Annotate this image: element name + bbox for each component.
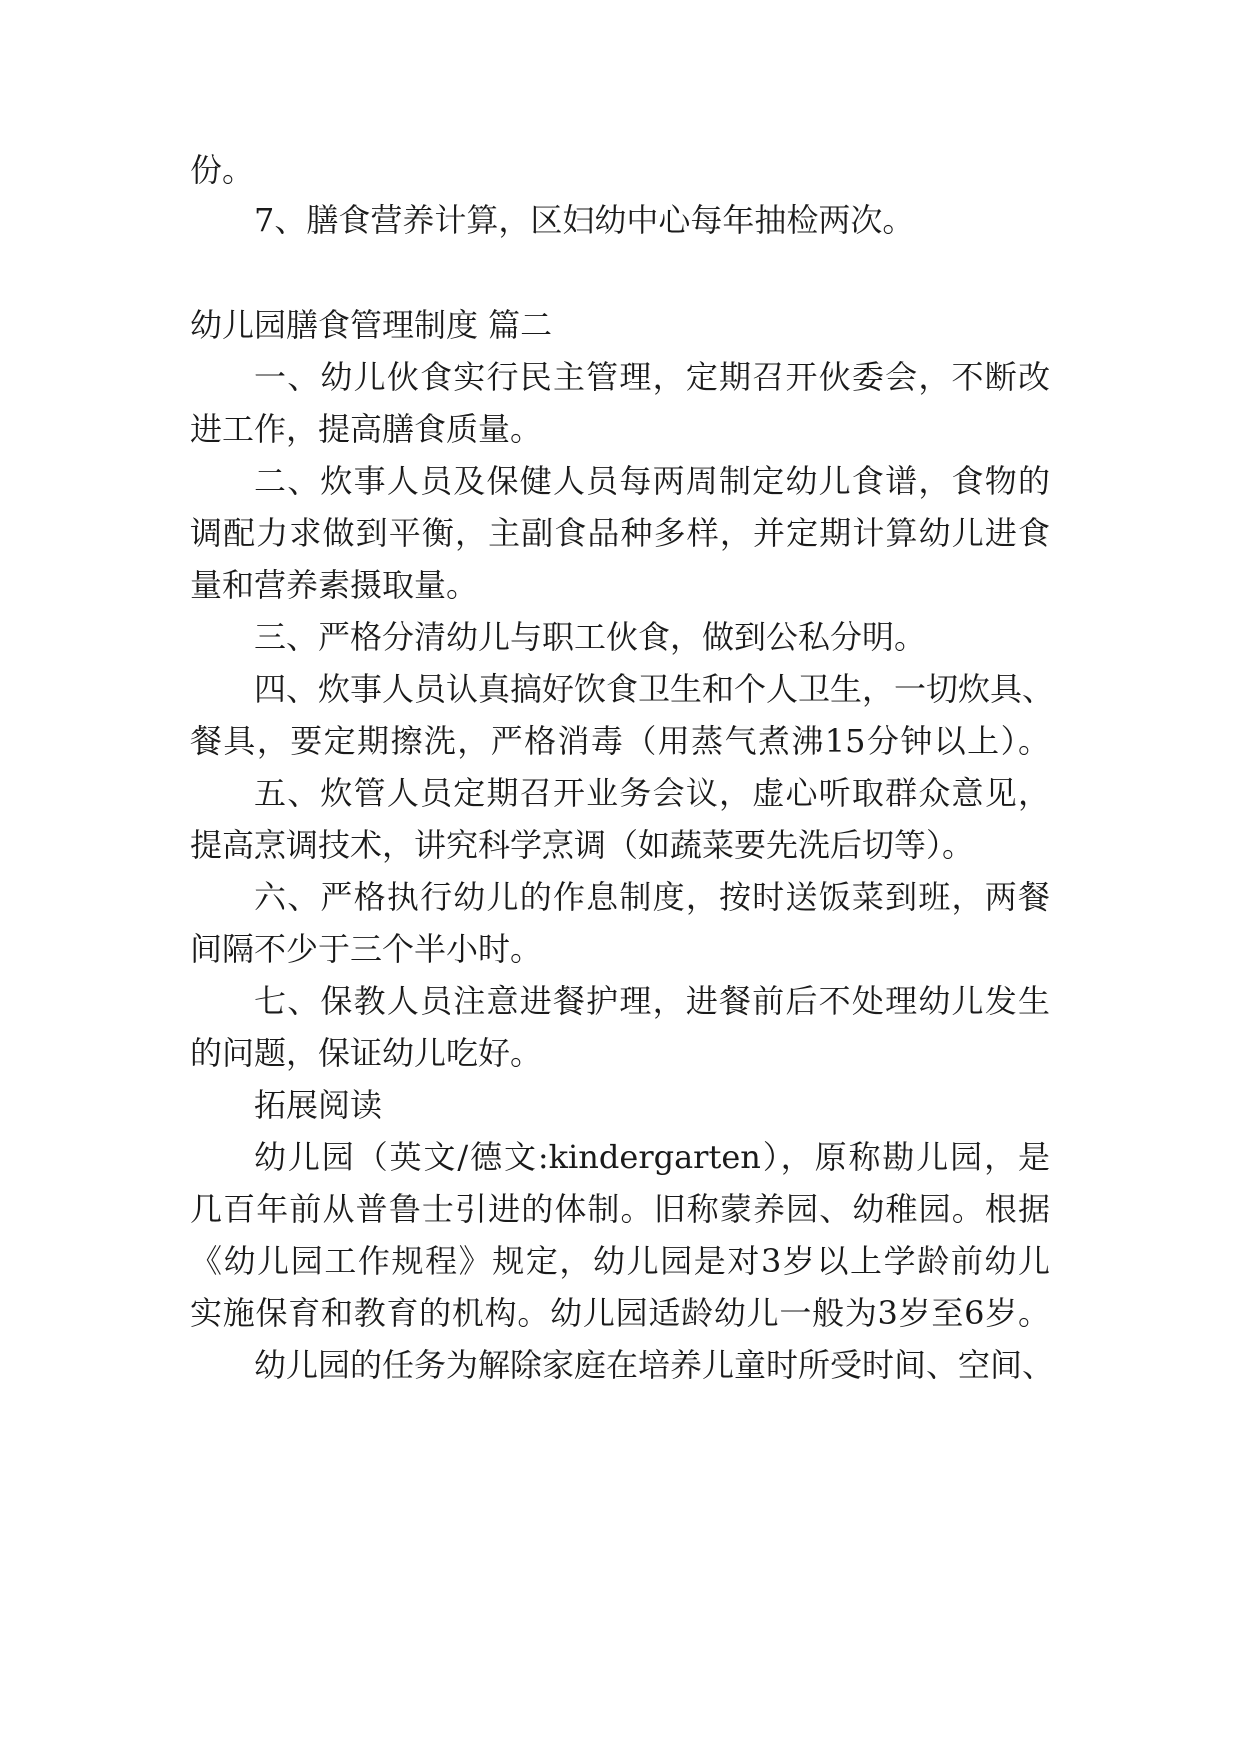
section-heading: 拓展阅读 — [254, 1086, 383, 1124]
text-line: 三、严格分清幼儿与职工伙食，做到公私分明。 — [254, 618, 927, 656]
text-line: 幼儿园（英文/德文:kindergarten），原称勘儿园，是 — [254, 1138, 1050, 1176]
text-line: 六、严格执行幼儿的作息制度，按时送饭菜到班，两餐 — [254, 878, 1050, 916]
text-line: 二、炊事人员及保健人员每两周制定幼儿食谱，食物的 — [254, 462, 1050, 500]
text-line: 7、膳食营养计算，区妇幼中心每年抽检两次。 — [254, 201, 915, 239]
text-line: 餐具，要定期擦洗，严格消毒（用蒸气煮沸15分钟以上）。 — [190, 722, 1050, 760]
text-line: 《幼儿园工作规程》规定，幼儿园是对3岁以上学龄前幼儿 — [190, 1242, 1050, 1280]
text-line: 份。 — [190, 151, 255, 189]
text-line: 幼儿园的任务为解除家庭在培养儿童时所受时间、空间、 — [254, 1346, 1055, 1384]
text-line: 调配力求做到平衡，主副食品种多样，并定期计算幼儿进食 — [190, 514, 1050, 552]
text-line: 四、炊事人员认真搞好饮食卫生和个人卫生，一切炊具、 — [254, 670, 1055, 708]
text-line: 几百年前从普鲁士引进的体制。旧称蒙养园、幼稚园。根据 — [190, 1190, 1050, 1228]
text-line: 量和营养素摄取量。 — [190, 566, 479, 604]
text-line: 进工作，提高膳食质量。 — [190, 410, 543, 448]
text-line: 实施保育和教育的机构。幼儿园适龄幼儿一般为3岁至6岁。 — [190, 1294, 1050, 1332]
text-line: 的问题，保证幼儿吃好。 — [190, 1034, 543, 1072]
text-line: 一、幼儿伙食实行民主管理，定期召开伙委会，不断改 — [254, 358, 1050, 396]
text-line: 间隔不少于三个半小时。 — [190, 930, 543, 968]
text-line: 五、炊管人员定期召开业务会议，虚心听取群众意见， — [254, 774, 1050, 812]
section-heading: 幼儿园膳食管理制度 篇二 — [190, 306, 553, 344]
text-line: 提高烹调技术，讲究科学烹调（如蔬菜要先洗后切等）。 — [190, 826, 975, 864]
text-line: 七、保教人员注意进餐护理，进餐前后不处理幼儿发生 — [254, 982, 1050, 1020]
